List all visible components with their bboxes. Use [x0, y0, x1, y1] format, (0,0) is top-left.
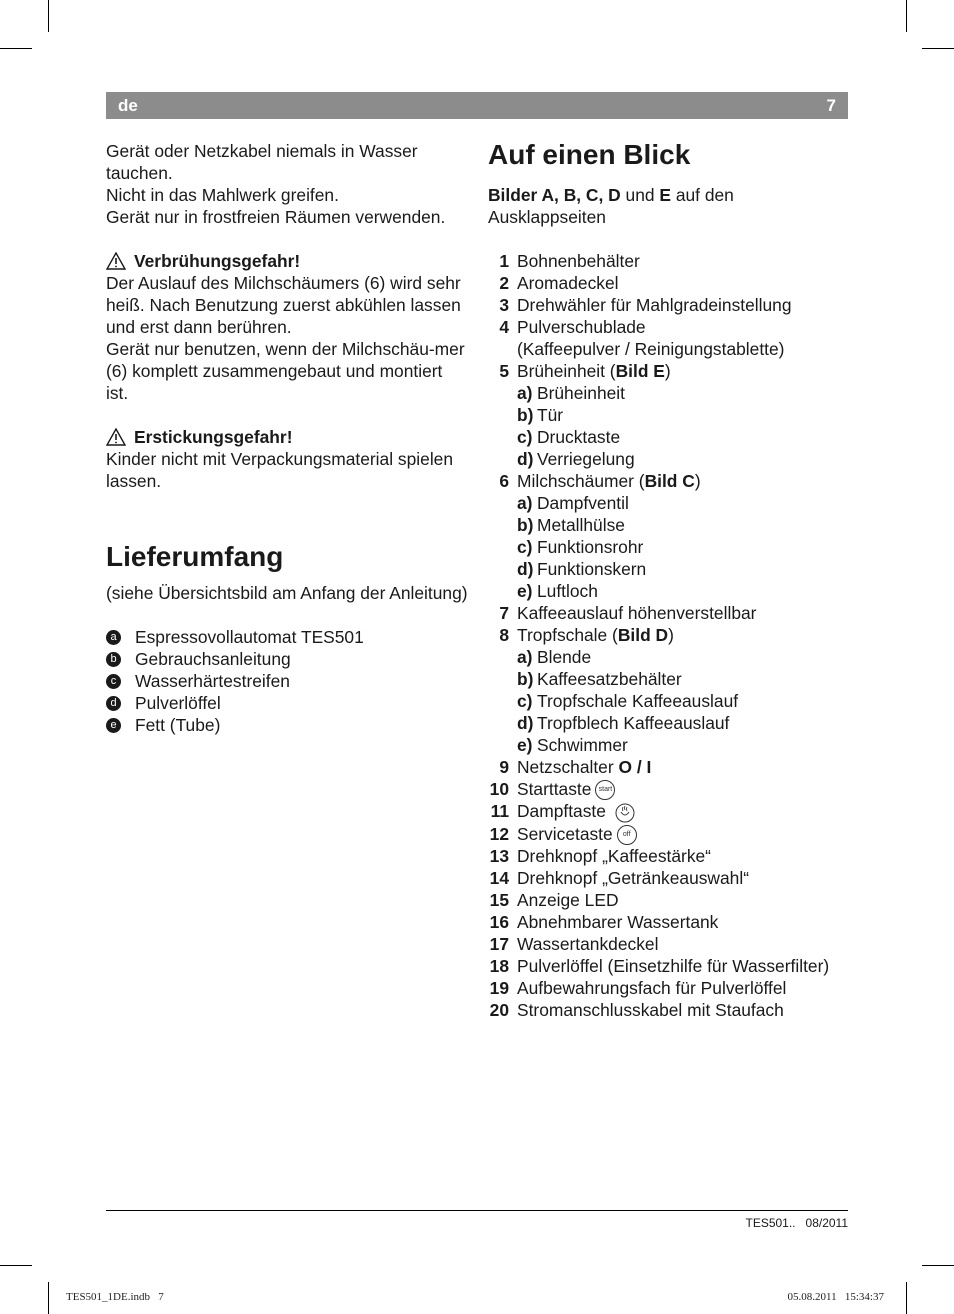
- sub-item: d) Funktionskern: [517, 559, 647, 579]
- part-item: 7 Kaffeeauslauf höhenverstellbar: [499, 603, 757, 623]
- right-column: [488, 138, 850, 1021]
- sub-item: c) Drucktaste: [517, 427, 621, 447]
- sub-item: e) Luftloch: [517, 581, 598, 601]
- part-item: 5 Brüheinheit (Bild E): [499, 361, 671, 381]
- intro-line: Gerät oder Netzkabel niemals in Wasser tauchen.: [106, 141, 418, 183]
- part-item: 11 Dampftaste: [488, 800, 850, 822]
- part-item: 13 Drehknopf „Kaffeestärke“: [489, 846, 711, 867]
- part-item: 6 Milchschäumer (Bild C): [499, 471, 701, 491]
- part-item: 10 Starttaste start: [488, 778, 850, 800]
- letter-badge: a: [106, 630, 121, 645]
- part-item: 9 Netzschalter O / I: [499, 757, 652, 777]
- part-item: 8 Tropfschale (Bild D): [499, 625, 674, 645]
- warning-title-text: Verbrühungsgefahr!: [134, 251, 301, 271]
- crop-mark: [48, 0, 49, 32]
- part-item: 3 Drehwähler für Mahlgradeinstellung: [499, 295, 792, 315]
- page-header-bar: [106, 92, 848, 119]
- crop-mark: [906, 0, 907, 32]
- sub-item: a) Blende: [517, 647, 592, 667]
- crop-mark: [48, 1282, 49, 1314]
- footer-rule: [106, 1210, 848, 1211]
- language-label: de: [118, 96, 138, 115]
- sub-item: a) Dampfventil: [517, 493, 629, 513]
- crop-mark: [922, 48, 954, 49]
- sub-item: b) Kaffeesatzbehälter: [517, 669, 682, 689]
- list-item: [106, 626, 468, 648]
- part-item: 16 Abnehmbarer Wassertank: [489, 912, 719, 933]
- warning-text: Gerät nur benutzen, wenn der Milchschäu-mer (6) komplett zusammengebaut und montiert ist.: [106, 339, 465, 403]
- sub-item: c) Funktionsrohr: [517, 537, 644, 557]
- left-column: [106, 140, 468, 736]
- list-item: [106, 670, 468, 692]
- part-item: 19 Aufbewahrungsfach für Pulverlöffel: [489, 978, 787, 999]
- crop-mark: [906, 1282, 907, 1314]
- intro-line: Gerät nur in frostfreien Räumen verwenden.: [106, 207, 446, 227]
- sub-item: a) Brüheinheit: [517, 383, 625, 403]
- service-button-icon: off: [617, 825, 637, 845]
- warning-title-text: Erstickungsgefahr!: [134, 427, 293, 447]
- part-item: 4 Pulverschublade (Kaffeepulver / Reinigungstablette): [499, 317, 785, 359]
- sub-item: d) Tropfblech Kaffeeauslauf: [517, 713, 730, 733]
- warning-title-scald: [106, 250, 468, 272]
- part-item: 17 Wassertankdeckel: [489, 934, 659, 955]
- letter-badge: e: [106, 718, 121, 733]
- crop-mark: [0, 48, 32, 49]
- steam-button-icon: [615, 803, 635, 823]
- warning-text: Kinder nicht mit Verpackungsmaterial spielen lassen.: [106, 449, 454, 491]
- sub-item: b) Tür: [517, 405, 564, 425]
- footer-model-code: TES501.. 08/2011: [745, 1216, 848, 1230]
- part-item: 2 Aromadeckel: [499, 273, 619, 293]
- letter-badge: c: [106, 674, 121, 689]
- sub-item: b) Metallhülse: [517, 515, 625, 535]
- start-button-icon: start: [595, 780, 615, 800]
- list-item: [106, 692, 468, 714]
- sub-item: e) Schwimmer: [517, 735, 628, 755]
- section-title-overview: Auf einen Blick: [488, 139, 691, 170]
- part-item: 1 Bohnenbehälter: [499, 251, 640, 271]
- intro-text: Bilder A, B, C, D und E auf den Ausklappseiten: [488, 185, 734, 227]
- list-item-label: Gebrauchsanleitung: [135, 649, 291, 669]
- list-item: [106, 714, 468, 736]
- crop-mark: [922, 1265, 954, 1266]
- warning-title-suffocation: [106, 426, 468, 448]
- section-title-lieferumfang: Lieferumfang: [106, 541, 284, 572]
- letter-badge: b: [106, 652, 121, 667]
- list-item-label: Wasserhärtestreifen: [135, 671, 290, 691]
- warning-text: Der Auslauf des Milchschäumers (6) wird sehr heiß. Nach Benutzung zuerst abkühlen lassen und erst dann berühren.: [106, 273, 461, 337]
- list-item-label: Espressovollautomat TES501: [135, 627, 364, 647]
- part-item: 14 Drehknopf „Getränkeauswahl“: [489, 868, 749, 889]
- part-item: 20 Stromanschlusskabel mit Staufach: [489, 1000, 784, 1021]
- print-slug-left: TES501_1DE.indb 7: [66, 1291, 164, 1303]
- section-note: (siehe Übersichtsbild am Anfang der Anleitung): [106, 583, 468, 603]
- warning-triangle-icon: [106, 252, 126, 270]
- sub-item: d) Verriegelung: [517, 449, 635, 469]
- print-slug-right: 05.08.2011 15:34:37: [787, 1291, 884, 1303]
- part-item: 18 Pulverlöffel (Einsetzhilfe für Wasserfilter): [489, 956, 830, 977]
- sub-item: c) Tropfschale Kaffeeauslauf: [517, 691, 739, 711]
- part-item: 12 Servicetaste off: [488, 823, 850, 845]
- list-item-label: Fett (Tube): [135, 715, 221, 735]
- warning-triangle-icon: [106, 428, 126, 446]
- page-number: 7: [826, 96, 836, 115]
- part-item: 15 Anzeige LED: [489, 890, 619, 911]
- intro-line: Nicht in das Mahlwerk greifen.: [106, 185, 339, 205]
- letter-badge: d: [106, 696, 121, 711]
- crop-mark: [0, 1265, 32, 1266]
- list-item-label: Pulverlöffel: [135, 693, 221, 713]
- list-item: [106, 648, 468, 670]
